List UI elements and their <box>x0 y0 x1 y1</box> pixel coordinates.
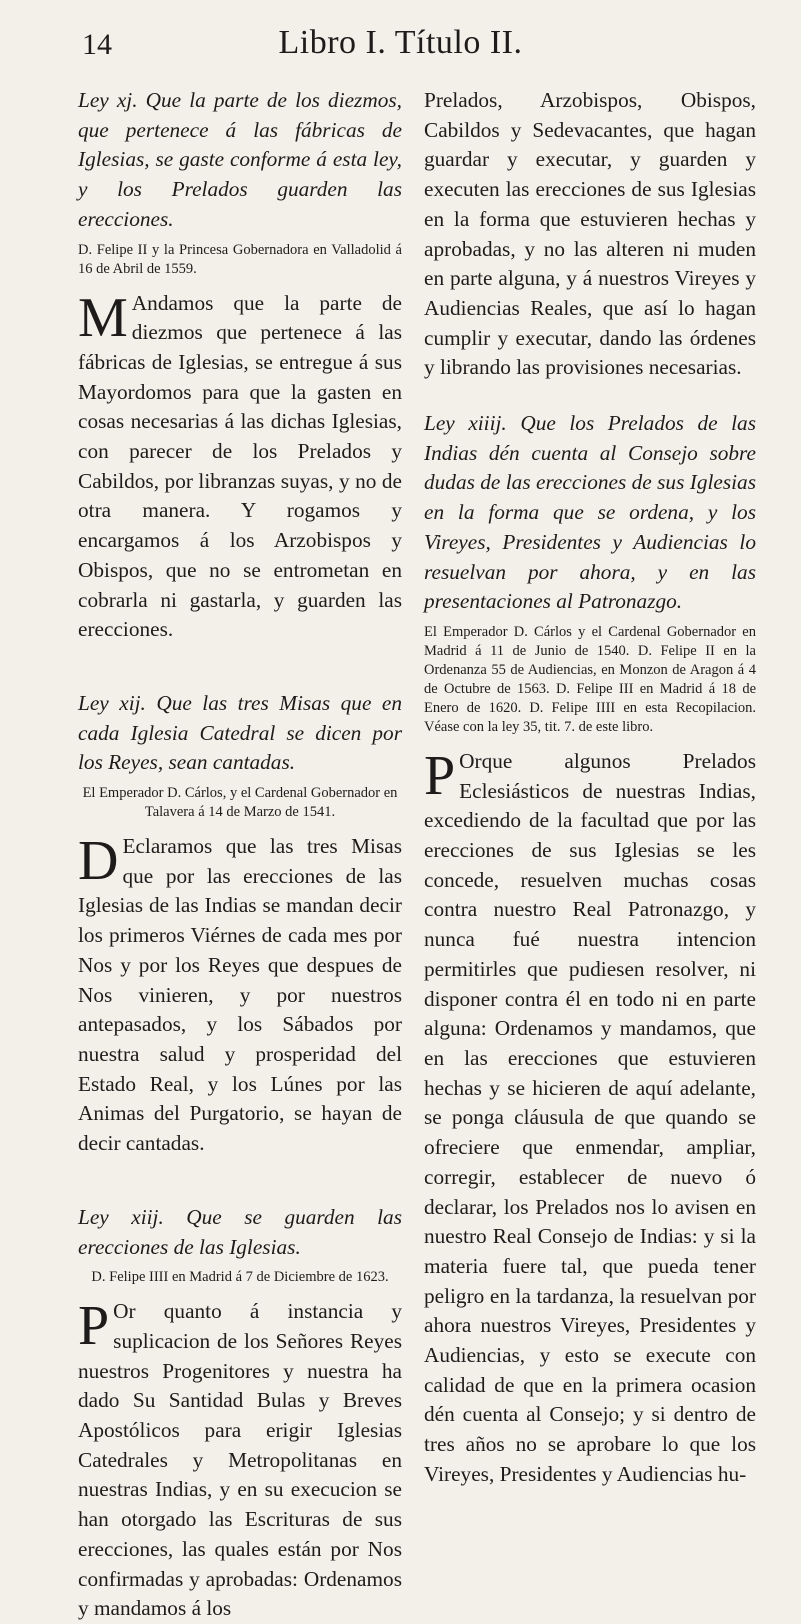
law-12-title: Ley xij. Que las tres Misas que en cada Iglesia Catedral se dicen por los Reyes, sean cantadas. <box>78 690 402 775</box>
law-14-title: Ley xiiij. Que los Prelados de las Indias dén cuenta al Consejo sobre dudas de las erecciones de sus Iglesias en la forma que se ordena, y los Vireyes, Presidentes y Audiencias lo resuelvan por ahora, y en las presentaciones al Patronazgo. <box>424 411 756 614</box>
page-header <box>0 24 801 64</box>
left-column <box>78 86 402 1624</box>
law-12-source: El Emperador D. Cárlos, y el Cardenal Gobernador en Talavera á 14 de Marzo de 1541. <box>82 785 398 821</box>
spacer <box>78 1159 402 1203</box>
law-14-dropcap: P <box>424 744 456 807</box>
law-13-continuation: Prelados, Arzobispos, Obispos, Cabildos y Sedevacantes, que hagan guardar y executar, y guarden y executen las erecciones de sus Iglesias en la forma que estuvieren hechas y aprobadas, y no las alteren ni muden en parte alguna, y á nuestros Vireyes y Audiencias Reales, que así lo hagan cumplir y executar, dando las órdenes y librando las provisiones necesarias. <box>424 88 756 380</box>
law-14-body: Orque algunos Prelados Eclesiásticos de nuestras Indias, excediendo de la facultad que por las erecciones de sus Iglesias se les concede, resuelven muchas cosas contra nuestro Real Patronazgo, y nunca fué nuestra intencion permitirles que pudiesen resolver, ni disponer contra él en todo ni en parte alguna: Ordenamos y mandamos, que en las erecciones que estuvieren hechas y se hicieren de aquí adelante, se ponga cláusula de que quando se ofreciere que enmendar, ampliar, corregir, establecer de nuevo ó declarar, los Prelados nos lo avisen en nuestro Real Consejo de Indias: y si la materia fuere tal, que pueda tener peligro en la tardanza, la resuelvan por ahora nuestros Vireyes, Presidentes y Audiencias, y esto se execute con calidad de que en la primera ocasion dén cuenta al Consejo; y si dentro de tres años no se aprobare lo que los Vireyes, Presidentes y Audiencias hu- <box>424 748 756 1486</box>
spacer <box>424 383 756 409</box>
law-11-dropcap: M <box>78 286 128 349</box>
law-13-text <box>78 1297 402 1624</box>
law-13-source: D. Felipe IIII en Madrid á 7 de Diciembre de 1623. <box>91 1269 389 1286</box>
running-head: Libro I. Título II. <box>278 24 523 61</box>
law-11-source: D. Felipe II y la Princesa Gobernadora en Valladolid á 16 de Abril de 1559. <box>78 241 402 277</box>
law-12-text <box>78 832 402 1159</box>
law-12-dropcap: D <box>78 830 119 893</box>
law-14-source: El Emperador D. Cárlos y el Cardenal Gobernador en Madrid á 11 de Junio de 1540. D. Felipe II en la Ordenanza 55 de Audiencias, en Monzon de Aragon á 4 de Octubre de 1563. D. Felipe III en Madrid á 18 de Enero de 1620. D. Felipe IIII en esta Recopilacion. Véase con la ley 35, tit. 7. de este libro. <box>424 623 756 735</box>
law-13-title: Ley xiij. Que se guarden las erecciones de las Iglesias. <box>78 1204 402 1259</box>
right-column <box>424 86 756 1490</box>
law-14-text <box>424 744 756 1490</box>
law-13-body: Or quanto á instancia y suplicacion de los Señores Reyes nuestros Progenitores y nuestra ha dado Su Santidad Bulas y Breves Apostólicos para erigir Iglesias Catedrales y Metropolitanas en nuestras Indias, y en su execucion se han otorgado las Escrituras de sus erecciones, las quales están por Nos confirmadas y aprobadas: Ordenamos y mandamos á los <box>78 1299 402 1621</box>
law-11-body: Andamos que la parte de diezmos que pertenece á las fábricas de Iglesias, se entregue á sus Mayordomos para que la gasten en cosas necesarias á las dichas Iglesias, con parecer de los Prelados y Cabildos, por libranzas suyas, y no de otra manera. Y rogamos y encargamos á los Arzobispos y Obispos, que no se entrometan en cobrarla ni gastarla, y guarden las erecciones. <box>78 290 402 642</box>
law-13-dropcap: P <box>78 1295 110 1358</box>
law-12-body: Eclaramos que las tres Misas que por las erecciones de las Iglesias de las Indias se mandan decir los primeros Viérnes de cada mes por Nos y por los Reyes que despues de Nos vinieren, y por nuestros antepasados, y los Sábados por nuestra salud y prosperidad del Estado Real, y los Lúnes por las Animas del Purgatorio, se hayan de decir cantadas. <box>78 834 402 1156</box>
law-11-title: Ley xj. Que la parte de los diezmos, que pertenece á las fábricas de Iglesias, se gaste conforme á esta ley, y los Prelados guarden las erecciones. <box>78 88 402 231</box>
page-number: 14 <box>82 28 112 61</box>
law-11-text <box>78 286 402 645</box>
spacer <box>78 645 402 689</box>
